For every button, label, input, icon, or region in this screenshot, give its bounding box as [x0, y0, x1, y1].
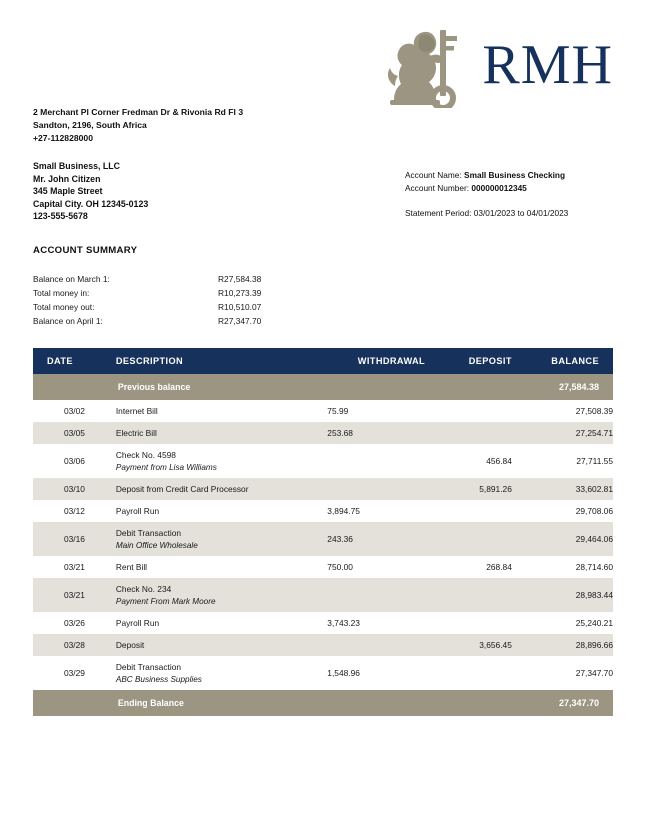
row-description-main: Electric Bill: [115, 428, 157, 438]
account-name-row: [405, 169, 565, 182]
table-row: [33, 444, 613, 478]
account-number-label: Account Number:: [405, 183, 470, 193]
row-date: 03/12: [33, 500, 116, 522]
column-header-withdrawal: WITHDRAWAL: [327, 348, 425, 374]
heraldic-lion-key-icon: [380, 22, 476, 108]
account-number-row: [405, 182, 565, 195]
row-description-main: Debit Transaction: [115, 528, 182, 538]
row-description-main: Debit Transaction: [115, 662, 182, 672]
account-meta: [405, 169, 565, 195]
row-description-main: Check No. 4598: [115, 450, 176, 460]
row-description-main: Deposit from Credit Card Processor: [115, 484, 249, 494]
account-summary-title: ACCOUNT SUMMARY: [33, 245, 138, 256]
row-deposit: [425, 612, 512, 634]
column-header-date: DATE: [33, 348, 116, 374]
ending-balance-label: Ending Balance: [116, 690, 327, 716]
row-deposit: [425, 500, 512, 522]
sender-line-2: Sandton, 2196, South Africa: [33, 120, 147, 130]
statement-header: [33, 0, 613, 110]
row-date: 03/26: [33, 612, 116, 634]
summary-label: Total money in:: [33, 288, 90, 298]
row-date: 03/10: [33, 478, 116, 500]
row-description: [116, 578, 327, 612]
row-balance: 27,254.71: [512, 422, 613, 444]
summary-label: Balance on March 1:: [33, 274, 110, 284]
row-date: 03/16: [33, 522, 116, 556]
row-deposit: [425, 522, 512, 556]
account-name-label: Account Name:: [405, 170, 462, 180]
row-description-main: Payroll Run: [115, 506, 160, 516]
row-description-main: Check No. 234: [115, 584, 172, 594]
row-deposit: [425, 400, 512, 422]
row-description: [116, 556, 327, 578]
table-row: [33, 578, 613, 612]
table-row: [33, 500, 613, 522]
row-description-main: Rent Bill: [115, 562, 148, 572]
row-balance: 28,983.44: [512, 578, 613, 612]
row-withdrawal: [327, 578, 425, 612]
row-withdrawal: [327, 478, 425, 500]
row-date: 03/21: [33, 578, 116, 612]
sender-line-3: +27-112828000: [33, 133, 93, 143]
column-header-deposit: DEPOSIT: [425, 348, 512, 374]
row-date: 03/29: [33, 656, 116, 690]
table-row: [33, 400, 613, 422]
table-row: [33, 634, 613, 656]
summary-row: [33, 314, 338, 328]
table-row: [33, 612, 613, 634]
row-withdrawal: 1,548.96: [327, 656, 425, 690]
previous-balance-withdrawal: [327, 374, 425, 400]
recipient-line-5: 123-555-5678: [33, 211, 88, 222]
summary-value: R27,584.38: [218, 274, 262, 284]
summary-row: [33, 286, 338, 300]
row-withdrawal: 243.36: [327, 522, 425, 556]
row-description-sub: Payment From Mark Moore: [115, 597, 216, 606]
row-description-main: Deposit: [115, 640, 145, 650]
summary-label: Balance on April 1:: [33, 316, 103, 326]
transactions-header: [33, 348, 613, 374]
row-date: 03/28: [33, 634, 116, 656]
account-number-value: 000000012345: [471, 183, 527, 193]
row-deposit: [425, 578, 512, 612]
previous-balance-label: Previous balance: [116, 374, 327, 400]
row-description-sub: Main Office Wholesale: [115, 541, 198, 550]
sender-address: [33, 106, 243, 145]
ending-balance-deposit: [425, 690, 512, 716]
row-description: [116, 444, 327, 478]
brand-logo: [380, 22, 613, 108]
row-description: [116, 612, 327, 634]
row-description: [116, 656, 327, 690]
row-description: [116, 400, 327, 422]
row-withdrawal: 3,894.75: [327, 500, 425, 522]
row-date: 03/05: [33, 422, 116, 444]
row-description-main: Payroll Run: [115, 618, 160, 628]
row-date: 03/02: [33, 400, 116, 422]
row-balance: 33,602.81: [512, 478, 613, 500]
recipient-line-1: Small Business, LLC: [33, 161, 121, 171]
summary-value: R27,347.70: [218, 316, 262, 326]
row-date: 03/21: [33, 556, 116, 578]
column-header-balance: BALANCE: [512, 348, 613, 374]
table-row: [33, 522, 613, 556]
recipient-line-4: Capital City. OH 12345-0123: [33, 198, 149, 209]
table-row: [33, 656, 613, 690]
row-balance: 28,896.66: [512, 634, 613, 656]
row-withdrawal: 253.68: [327, 422, 425, 444]
row-description-sub: ABC Business Supplies: [115, 675, 202, 684]
transactions-header-row: [33, 348, 613, 374]
summary-value: R10,510.07: [218, 302, 262, 312]
row-description-main: Internet Bill: [115, 406, 158, 416]
transactions-section: [33, 348, 613, 716]
summary-label: Total money out:: [33, 302, 95, 312]
table-row: [33, 478, 613, 500]
row-description: [116, 522, 327, 556]
previous-balance-date: [33, 374, 116, 400]
account-name-value: Small Business Checking: [464, 170, 566, 180]
row-description: [116, 478, 327, 500]
row-balance: 27,508.39: [512, 400, 613, 422]
row-deposit: 456.84: [425, 444, 512, 478]
row-description: [116, 634, 327, 656]
row-balance: 28,714.60: [512, 556, 613, 578]
row-balance: 29,464.06: [512, 522, 613, 556]
row-deposit: 5,891.26: [425, 478, 512, 500]
brand-name: RMH: [482, 34, 613, 96]
recipient-address: [33, 160, 148, 223]
sender-line-1: 2 Merchant Pl Corner Fredman Dr & Rivonia Rd Fl 3: [33, 107, 244, 117]
recipient-line-2: Mr. John Citizen: [33, 173, 101, 184]
ending-balance-date: [33, 690, 116, 716]
row-deposit: [425, 656, 512, 690]
transactions-table: [33, 348, 613, 716]
row-deposit: 3,656.45: [425, 634, 512, 656]
row-deposit: [425, 422, 512, 444]
row-balance: 27,347.70: [512, 656, 613, 690]
row-date: 03/06: [33, 444, 116, 478]
row-deposit: 268.84: [425, 556, 512, 578]
transactions-body: [33, 374, 613, 716]
row-description-sub: Payment from Lisa Williams: [115, 463, 217, 472]
row-withdrawal: [327, 634, 425, 656]
ending-balance-row: [33, 690, 613, 716]
row-withdrawal: 750.00: [327, 556, 425, 578]
account-summary-table: [33, 272, 338, 328]
summary-value: R10,273.39: [218, 288, 262, 298]
statement-period: Statement Period: 03/01/2023 to 04/01/2023: [405, 208, 569, 218]
row-balance: 29,708.06: [512, 500, 613, 522]
table-row: [33, 556, 613, 578]
ending-balance-withdrawal: [327, 690, 425, 716]
row-description: [116, 500, 327, 522]
previous-balance-row: [33, 374, 613, 400]
row-withdrawal: 3,743.23: [327, 612, 425, 634]
previous-balance-amount: 27,584.38: [512, 374, 613, 400]
previous-balance-deposit: [425, 374, 512, 400]
row-balance: 27,711.55: [512, 444, 613, 478]
recipient-line-3: 345 Maple Street: [33, 186, 103, 197]
row-withdrawal: [327, 444, 425, 478]
row-description: [116, 422, 327, 444]
summary-row: [33, 272, 338, 286]
row-withdrawal: 75.99: [327, 400, 425, 422]
row-balance: 25,240.21: [512, 612, 613, 634]
table-row: [33, 422, 613, 444]
ending-balance-amount: 27,347.70: [512, 690, 613, 716]
summary-row: [33, 300, 338, 314]
column-header-description: DESCRIPTION: [116, 348, 327, 374]
